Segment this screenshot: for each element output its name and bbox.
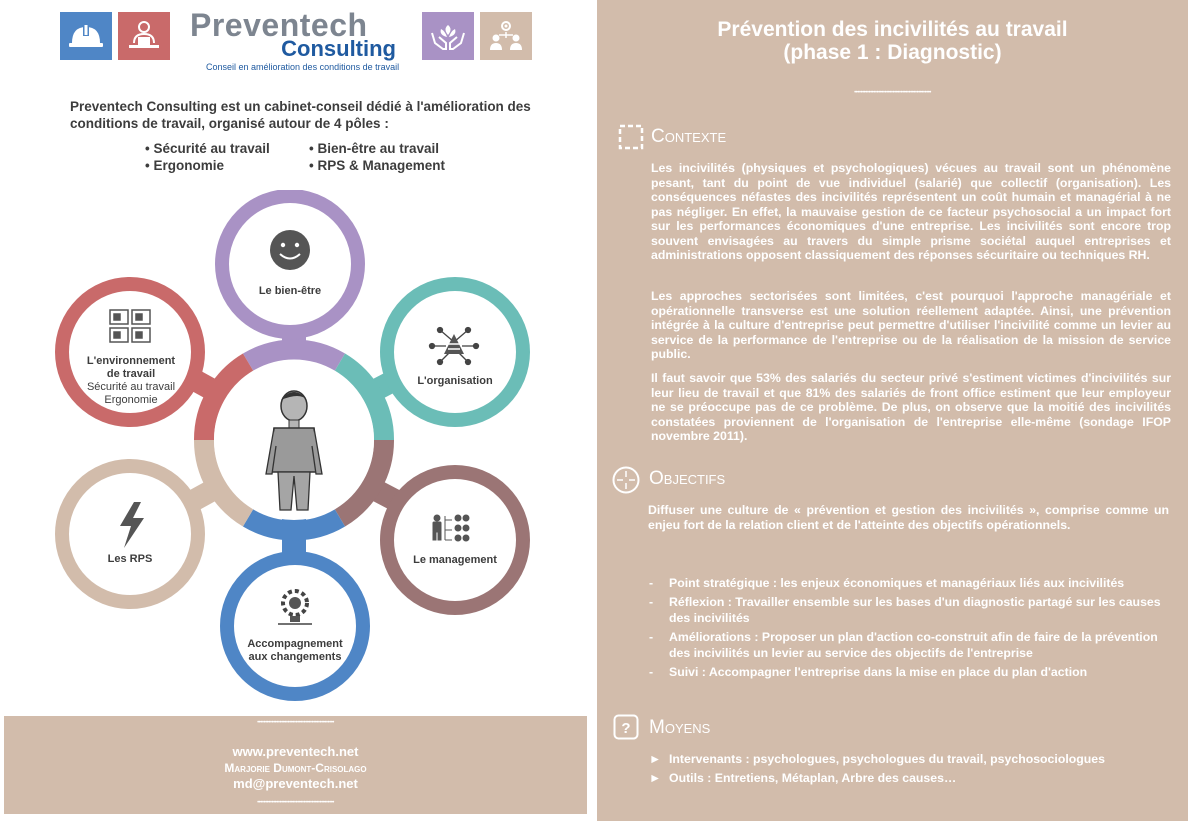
list-item: ► Outils : Entretiens, Métaplan, Arbre des causes… (649, 771, 957, 785)
email-link[interactable]: md@preventech.net (233, 776, 358, 791)
logo-name-line2: Consulting (281, 36, 396, 61)
right-panel (597, 0, 1188, 821)
section-moyens-heading: Moyens (649, 717, 711, 738)
list-item: - Suivi : Accompagner l'entreprise dans la mise en place du plan d'action (649, 665, 1088, 679)
logo-tagline: Conseil en amélioration des conditions de travail (206, 62, 400, 72)
node-environnement-label: L'environnement de travail Sécurité au travail Ergonomie (86, 355, 176, 406)
contexte-paragraph-2: Les approches sectorisées sont limitées, c'est pourquoi l'approche managériale et opérationnelle transverse est une solution réellement adaptée. Ainsi, une prévention intégrée à la culture d'entreprise peut permettre d'utiliser l'incivilité comme un levier au service de la performance de l'entreprise ou de la réalisation de la mission de service public. (651, 289, 1171, 361)
pole-item: • Sécurité au travail (145, 141, 270, 156)
website-link[interactable]: www.preventech.net (232, 744, 359, 759)
list-item: ► Intervenants : psychologues, psychologues du travail, psychosociologues (649, 752, 1105, 766)
list-item: - Améliorations : Proposer un plan d'action co-construit afin de faire de la prévention des incivilités un levier au service des objectifs de l'entreprise (649, 630, 1158, 660)
worker-desk-icon (118, 12, 170, 60)
smiley-icon (270, 230, 310, 270)
diagram-graphic (0, 190, 595, 710)
contexte-paragraph-1: Les incivilités (physiques et psychologiques) vécues au travail sont un phénomène pesant, tant du point de vue individuel (salarié) que collectif (organisation). Les conséquences néfastes des incivilités représentent un coût humain et managérial à ne pas négliger. En effet, la mauvaise gestion de ce facteur psychosocial a un impact fort sur les performances économiques d'une entreprise. Les incivilités sont encore trop souvent envisagées au travers du simple prisme sociétal auquel entreprises et administrations opposent classiquement des réponses sécuritaire ou techniques RH. (651, 161, 1171, 262)
page-title: Prévention des incivilités au travail (phase 1 : Diagnostic) (717, 18, 1068, 64)
contact-footer (4, 716, 587, 814)
question-mark-icon (613, 714, 639, 740)
footer-dots-top: •••••••••••••••••••••••••••••••••••••••••••••••• (257, 720, 334, 726)
company-logo (190, 7, 400, 72)
list-item: - Point stratégique : les enjeux économiques et managériaux liés aux incivilités (649, 576, 1125, 590)
pole-item: • RPS & Management (309, 158, 446, 173)
node-management-label: Le management (413, 554, 497, 566)
node-organisation-label: L'organisation (417, 375, 493, 387)
pole-item: • Ergonomie (145, 158, 224, 173)
dashed-square-icon (618, 124, 644, 150)
contexte-paragraph-3: Il faut savoir que 53% des salariés du secteur privé s'estiment victimes d'incivilités sur leur lieu de travail et que 81% des salariés de front office estiment que leur employeur ne se préoccupe pas de ce problème. De plus, on observe que la moitié des incivilités constatées proviennent de l'organisation de l'entreprise elle-même (sondage IFOP novembre 2011). (651, 371, 1171, 443)
hands-care-icon (422, 12, 474, 60)
circle-management (387, 472, 523, 608)
team-org-icon (480, 12, 532, 60)
list-item: - Réflexion : Travailler ensemble sur les bases d'un diagnostic partagé sur les causes des incivilités (649, 595, 1161, 625)
logo-name-line1: Preventech (190, 7, 368, 43)
node-rps-label: Les RPS (107, 553, 153, 565)
title-divider: •••••••••••••••••••••••••••••••••••••••••••••••• (854, 90, 931, 96)
node-bien-etre-label: Le bien-être (258, 285, 322, 297)
hard-hat-icon (60, 12, 112, 60)
svg-text:?: ? (621, 720, 631, 737)
objectifs-list (645, 575, 1169, 683)
node-accompagnement-label: Accompagnement aux changements (247, 638, 343, 663)
pole-item: • Bien-être au travail (309, 141, 440, 156)
poles-col-1 (145, 140, 270, 174)
moyens-list (645, 751, 1169, 789)
objectifs-paragraph: Diffuser une culture de « prévention et gestion des incivilités », comprise comme un enjeu fort de la relation client et de l'atteinte des objectifs opérationnels. (648, 503, 1169, 532)
target-icon (611, 465, 641, 495)
intro-text: Preventech Consulting est un cabinet-conseil dédié à l'amélioration des conditions de travail, organisé autour de 4 pôles : (70, 99, 531, 131)
contact-name: Marjorie Dumont-Crisolago (224, 761, 367, 775)
circle-accompagnement (227, 558, 363, 694)
section-objectifs-heading: Objectifs (649, 468, 726, 489)
section-contexte-heading: Contexte (651, 126, 727, 147)
poles-col-2 (309, 140, 445, 174)
poles-diagram (0, 190, 595, 710)
footer-dots-bottom: •••••••••••••••••••••••••••••••••••••••••••••••• (257, 800, 334, 806)
